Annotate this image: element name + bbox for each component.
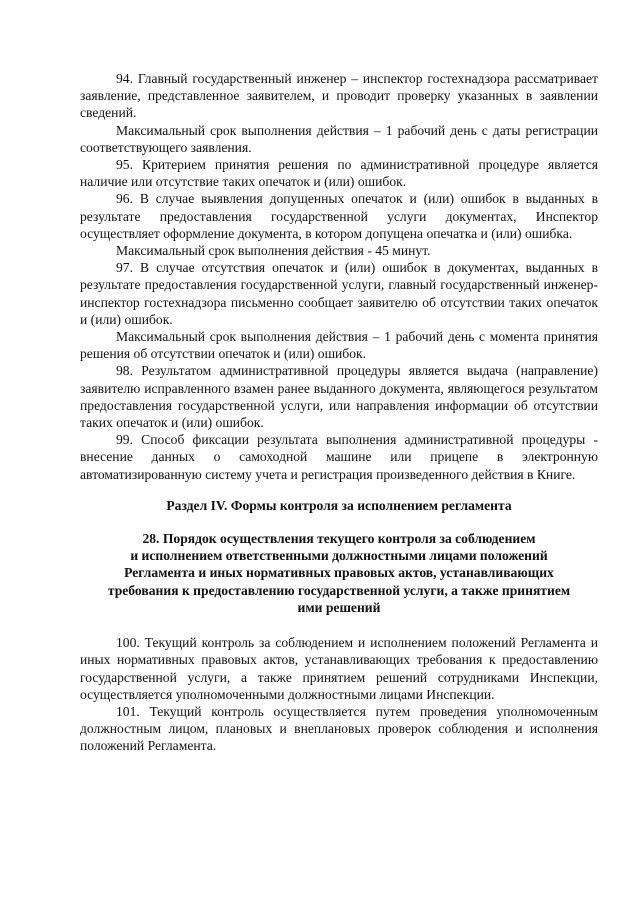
paragraph-95: 95. Критерием принятия решения по административной процедуре является наличие или отсутствие таких опечаток и (или) ошибок. [80, 157, 598, 190]
spacer [80, 616, 598, 634]
paragraph-97: 97. В случае отсутствия опечаток и (или) ошибок в документах, выданных в результате предоставления государственной услуги, главный государственный инженер-инспектор гостехнадзора письменно сообщает заявителю об отсутствии таких опечаток и (или) ошибок. [80, 260, 598, 327]
paragraph-101: 101. Текущий контроль осуществляется путем проведения уполномоченным должностным лицом, плановых и внеплановых проверок соблюдения и исполнения положений Регламента. [80, 703, 598, 754]
subsection-title [80, 530, 598, 616]
paragraphs-bottom [80, 634, 598, 754]
paragraph-100: 100. Текущий контроль за соблюдением и исполнением положений Регламента и иных нормативных правовых актов, устанавливающих требования к предоставлению государственной услуги, а также принятием решений сотрудниками Инспекции, осуществляется уполномоченными должностными лицами Инспекции. [80, 635, 598, 702]
subsection-title-line: 28. Порядок осуществления текущего контроля за соблюдением [142, 531, 536, 547]
paragraph-97-deadline: Максимальный срок выполнения действия – 1 рабочий день с момента принятия решения об отсутствии опечаток и (или) ошибок. [80, 329, 598, 362]
paragraph-94-deadline: Максимальный срок выполнения действия – 1 рабочий день с даты регистрации соответствующего заявления. [80, 122, 598, 155]
section-title: Раздел IV. Формы контроля за исполнением регламента [166, 497, 512, 513]
subsection-title-line: Регламента и иных нормативных правовых актов, устанавливающих [124, 565, 554, 581]
subsection-title-line: и исполнением ответственными должностными лицами положений [130, 548, 548, 564]
paragraph-99: 99. Способ фиксации результата выполнения административной процедуры - внесение данных о самоходной машине или прицепе в электронную автоматизированную систему учета и регистрация произведенного действия в Книге. [80, 432, 598, 482]
paragraph-98: 98. Результатом административной процедуры является выдача (направление) заявителю исправленного взамен ранее выданного документа, являющегося результатом предоставления государственной услуги, или направления информации об отсутствии таких опечаток и (или) ошибок. [80, 363, 598, 431]
paragraphs-top [80, 70, 598, 483]
paragraph-94: 94. Главный государственный инженер – инспектор гостехнадзора рассматривает заявление, представленное заявителем, и проводит проверку указанных в заявлении сведений. [80, 71, 598, 121]
subsection-title-line: требования к предоставлению государственной услуги, а также принятием [107, 582, 571, 598]
subsection-title-line: ими решений [297, 599, 381, 615]
paragraph-96-deadline: Максимальный срок выполнения действия - 45 минут. [116, 243, 431, 259]
paragraph-96: 96. В случае выявления допущенных опечаток и (или) ошибок в выданных в результате предоставления государственной услуги документах, Инспектор осуществляет оформление документа, в котором допущена опечатка и (или) ошибка. [80, 191, 598, 241]
